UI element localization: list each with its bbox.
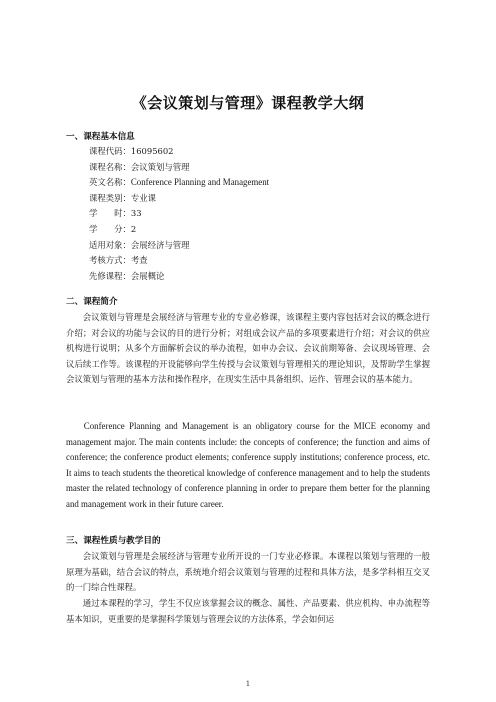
objectives-paragraph-2: 通过本课程的学习，学生不仅应该掌握会议的概念、属性、产品要素、供应机构、申办流程等基本知识，更重要的是掌握科学策划与管理会议的方法体系，学会如何运: [66, 598, 430, 624]
info-row-course-name: 课程名称：会议策划与管理: [89, 161, 190, 172]
objectives-paragraph-1: 会议策划与管理是会展经济与管理专业所开设的一门专业必修课。本课程以策划与管理的一般原理为基础，结合会议的特点，系统地介绍会议策划与管理的过程和具体方法，是多学科相互交叉的一门综合性课程。: [66, 551, 430, 593]
section-heading-introduction: 二、课程简介: [66, 297, 118, 307]
introduction-paragraph-english: Conference Planning and Management is an obligatory course for the MICE economy and management major. The main contents include: the concepts of conference; the function and aims of conference; the conference product elements; conference supply institutions; conference process, etc. It aims to teach students the theoretical knowledge of conference management and to help the students master the related technology of conference planning in order to prepare them better for the planning and management work in their future career.: [66, 421, 430, 509]
info-row-category: 课程类别：专业课: [89, 192, 156, 203]
section-heading-nature-and-objectives: 三、课程性质与教学目的: [66, 536, 161, 546]
page-number: 1: [245, 680, 251, 688]
document-title: 《会议策划与管理》课程教学大纲: [131, 94, 365, 112]
info-row-course-code: 课程代码：16095602: [89, 146, 174, 156]
info-row-prerequisite: 先修课程：会展概论: [89, 270, 165, 281]
info-row-english-name: 英文名称：Conference Planning and Management: [89, 177, 270, 188]
info-row-audience: 适用对象：会展经济与管理: [89, 239, 190, 250]
info-row-assessment: 考核方式：考查: [89, 255, 148, 266]
introduction-paragraph-chinese: 会议策划与管理是会展经济与管理专业的专业必修课，该课程主要内容包括对会议的概念进行介绍；对会议的功能与会议的目的进行分析；对组成会议产品的多项要素进行介绍；对会议的供应机构进行说明；从多个方面解析会议的举办流程，如申办会议、会议前期筹备、会议现场管理、会议后续工作等。该课程的开设能够向学生传授与会议策划与管理相关的理论知识，及帮助学生掌握会议策划与管理的基本方法和操作程序，在现实生活中具备组织、运作、管理会议的基本能力。: [66, 312, 430, 385]
info-row-hours: 学 时：33: [89, 208, 142, 219]
section-heading-basic-info: 一、课程基本信息: [66, 132, 135, 142]
info-row-credits: 学 分：2: [89, 223, 137, 234]
basic-info-list: [89, 144, 429, 284]
